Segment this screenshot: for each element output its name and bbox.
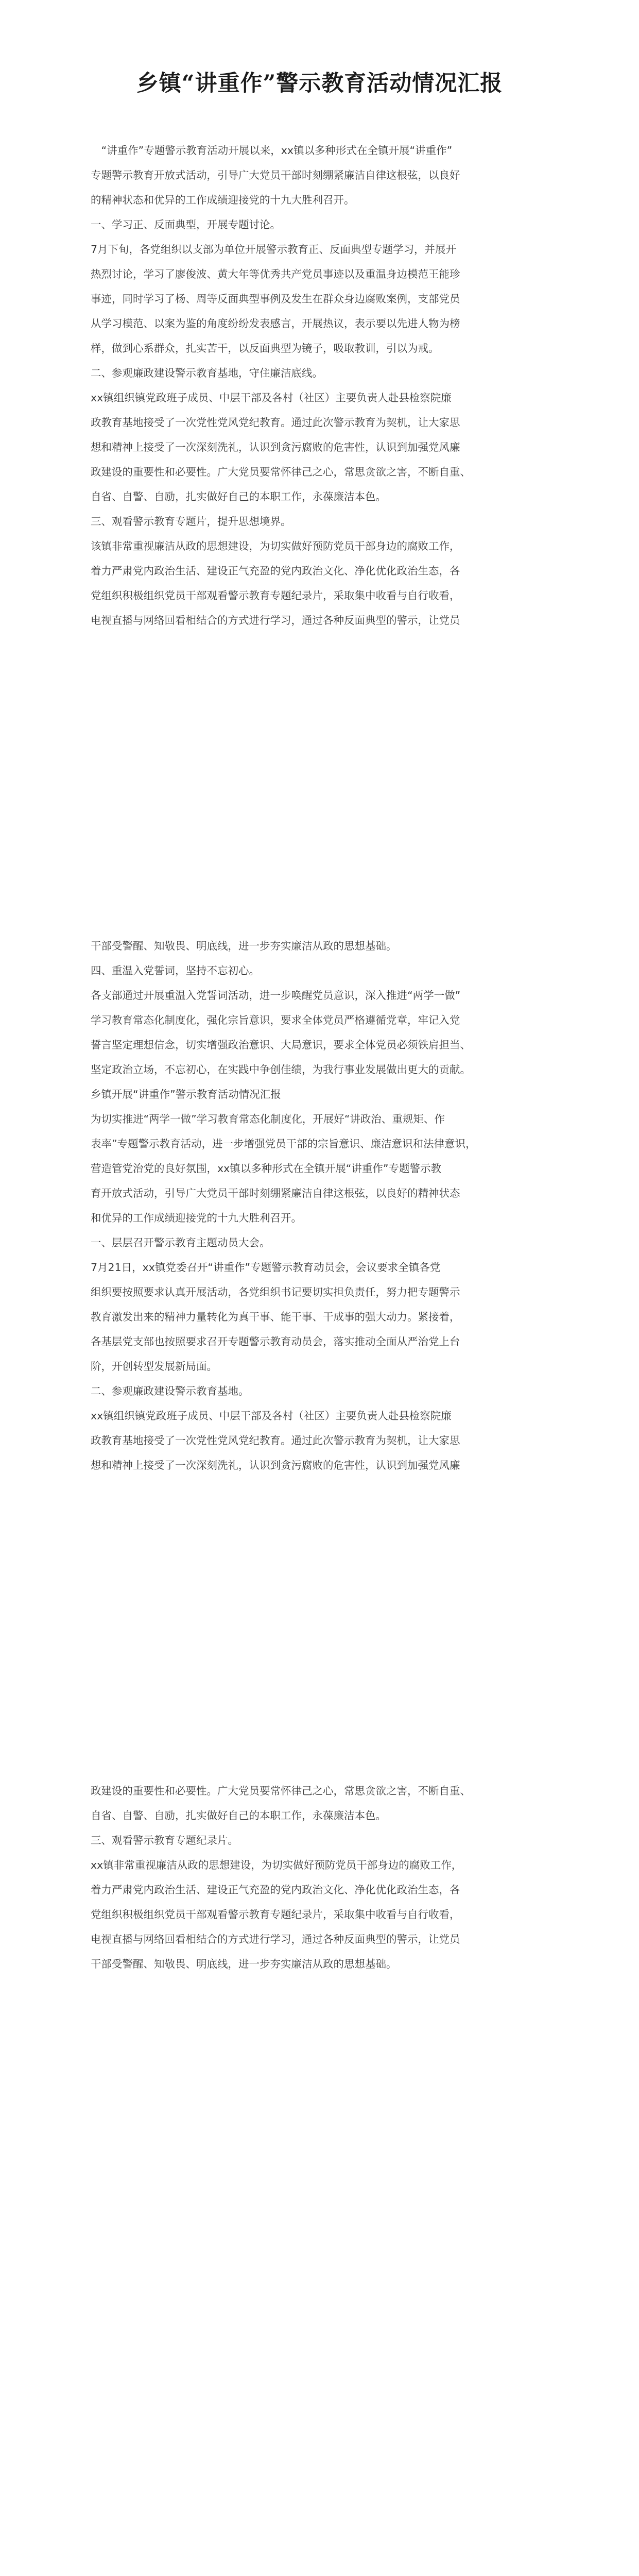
text-line: 7月21日，xx镇党委召开“讲重作”专题警示教育动员会，会议要求全镇各党: [91, 1261, 441, 1274]
text-line: 和优异的工作成绩迎接党的十九大胜利召开。: [91, 1212, 302, 1224]
text-line: 想和精神上接受了一次深刻洗礼，认识到贪污腐败的危害性，认识到加强党风廉: [91, 441, 460, 453]
text-line: 学习教育常态化制度化，强化宗旨意识，要求全体党员严格遵循党章，牢记入党: [91, 1014, 460, 1026]
text-line: xx镇组织镇党政班子成员、中层干部及各村（社区）主要负责人赴县检察院廉: [91, 392, 452, 404]
text-line: 各支部通过开展重温入党誓词活动，进一步唤醒党员意识，深入推进“两学一做”: [91, 989, 461, 1002]
text-line: 政教育基地接受了一次党性党风党纪教育。通过此次警示教育为契机，让大家思: [91, 416, 460, 429]
text-line: 誓言坚定理想信念，切实增强政治意识、大局意识，要求全体党员必须铁肩担当、: [91, 1039, 471, 1051]
text-line: 政建设的重要性和必要性。广大党员要常怀律己之心，常思贪欲之害，不断自重、: [91, 1785, 471, 1797]
text-line: xx镇非常重视廉洁从政的思想建设，为切实做好预防党员干部身边的腐败工作，: [91, 1859, 462, 1871]
text-line: xx镇组织镇党政班子成员、中层干部及各村（社区）主要负责人赴县检察院廉: [91, 1410, 452, 1422]
text-line: 样，做到心系群众，扎实苦干，以反面典型为镜子，吸取教训，引以为戒。: [91, 342, 439, 354]
section-heading: 二、参观廉政建设警示教育基地，守住廉洁底线。: [91, 367, 323, 379]
text-line: 自省、自警、自励，扎实做好自己的本职工作，永葆廉洁本色。: [91, 490, 386, 503]
text-line: 着力严肃党内政治生活、建设正气充盈的党内政治文化、净化优化政治生态，各: [91, 565, 460, 577]
text-line: 表率”专题警示教育活动，进一步增强党员干部的宗旨意识、廉洁意识和法律意识，: [91, 1138, 476, 1150]
text-line: 从学习模范、以案为鉴的角度纷纷发表感言，开展热议，表示要以先进人物为榜: [91, 317, 460, 330]
text-line: 干部受警醒、知敬畏、明底线，进一步夯实廉洁从政的思想基础。: [91, 940, 397, 952]
text-line: 营造管党治党的良好氛围，xx镇以多种形式在全镇开展“讲重作”专题警示教: [91, 1162, 442, 1175]
text-line: “讲重作”专题警示教育活动开展以来，xx镇以多种形式在全镇开展“讲重作”: [91, 144, 453, 157]
text-line: 党组织积极组织党员干部观看警示教育专题纪录片，采取集中收看与自行收看，: [91, 1908, 460, 1921]
text-line: 专题警示教育开放式活动，引导广大党员干部时刻绷紧廉洁自律这根弦，以良好: [91, 169, 460, 181]
text-line: 7月下旬，各党组织以支部为单位开展警示教育正、反面典型专题学习，并展开: [91, 243, 457, 256]
text-line: 自省、自警、自励，扎实做好自己的本职工作，永葆廉洁本色。: [91, 1809, 386, 1822]
text-line: 各基层党支部也按照要求召开专题警示教育动员会，落实推动全面从严治党上台: [91, 1335, 460, 1348]
text-line: 教育激发出来的精神力量转化为真干事、能干事、干成事的强大动力。紧接着，: [91, 1311, 460, 1323]
section-heading: 二、参观廉政建设警示教育基地。: [91, 1385, 249, 1397]
text-line: 组织要按照要求认真开展活动，各党组织书记要切实担负责任，努力把专题警示: [91, 1286, 460, 1298]
text-line: 电视直播与网络回看相结合的方式进行学习，通过各种反面典型的警示，让党员: [91, 1933, 460, 1945]
text-line: 该镇非常重视廉洁从政的思想建设，为切实做好预防党员干部身边的腐败工作，: [91, 540, 460, 552]
text-line: 想和精神上接受了一次深刻洗礼，认识到贪污腐败的危害性，认识到加强党风廉: [91, 1459, 460, 1471]
text-line: 电视直播与网络回看相结合的方式进行学习，通过各种反面典型的警示，让党员: [91, 614, 460, 626]
section-heading: 三、观看警示教育专题片，提升思想境界。: [91, 515, 291, 528]
text-block-3: [91, 1778, 549, 1976]
text-block-2: [91, 934, 549, 1478]
text-line: 政教育基地接受了一次党性党风党纪教育。通过此次警示教育为契机，让大家思: [91, 1434, 460, 1447]
section-heading: 一、层层召开警示教育主题动员大会。: [91, 1236, 270, 1249]
section-heading: 四、重温入党誓词，坚持不忘初心。: [91, 964, 260, 977]
section-heading: 一、学习正、反面典型，开展专题讨论。: [91, 218, 281, 231]
text-line: 坚定政治立场，不忘初心，在实践中争创佳绩，为我行事业发展做出更大的贡献。: [91, 1063, 471, 1076]
document-title: 乡镇“讲重作”警示教育活动情况汇报: [136, 71, 503, 96]
subtitle-line: 乡镇开展“讲重作”警示教育活动情况汇报: [91, 1088, 281, 1100]
text-line: 政建设的重要性和必要性。广大党员要常怀律己之心，常思贪欲之害，不断自重、: [91, 466, 471, 478]
section-heading: 三、观看警示教育专题纪录片。: [91, 1834, 238, 1846]
text-line: 党组织积极组织党员干部观看警示教育专题纪录片，采取集中收看与自行收看，: [91, 589, 460, 602]
text-block-1: [91, 138, 549, 633]
text-line: 的精神状态和优异的工作成绩迎接党的十九大胜利召开。: [91, 194, 355, 206]
text-line: 阶，开创转型发展新局面。: [91, 1360, 217, 1372]
text-line: 干部受警醒、知敬畏、明底线，进一步夯实廉洁从政的思想基础。: [91, 1958, 397, 1970]
text-line: 热烈讨论，学习了廖俊波、黄大年等优秀共产党员事迹以及重温身边模范王能珍: [91, 268, 460, 280]
text-line: 为切实推进“两学一做”学习教育常态化制度化，开展好“讲政治、重规矩、作: [91, 1113, 445, 1125]
text-line: 育开放式活动，引导广大党员干部时刻绷紧廉洁自律这根弦，以良好的精神状态: [91, 1187, 460, 1199]
text-line: 着力严肃党内政治生活、建设正气充盈的党内政治文化、净化优化政治生态，各: [91, 1884, 460, 1896]
text-line: 事迹，同时学习了杨、周等反面典型事例及发生在群众身边腐败案例，支部党员: [91, 293, 460, 305]
